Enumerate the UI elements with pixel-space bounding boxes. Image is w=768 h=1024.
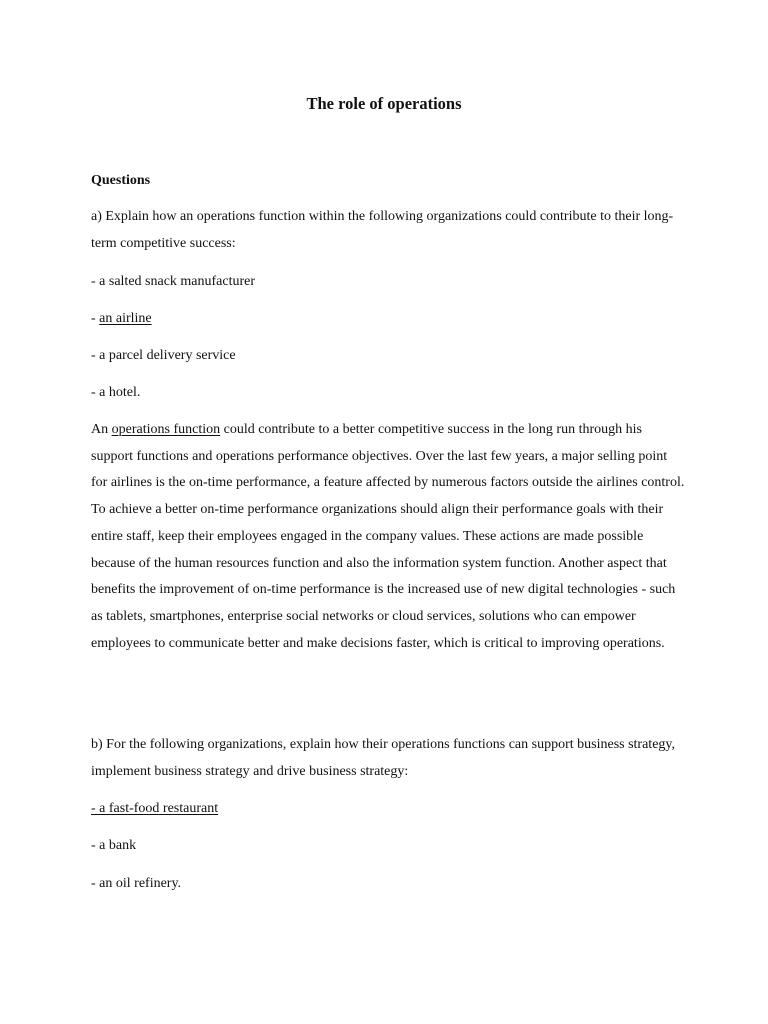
list-a-item-2: - an airline [91,311,152,326]
list-b-item-1 [91,799,218,819]
answer-a-paragraph [91,417,686,657]
answer-a-prefix: An [91,422,112,437]
question-b: b) For the following organizations, explain how their operations functions can support business strategy, implement business strategy and drive business strategy: [91,737,676,779]
list-b-item-1-underlined: - a fast-food restaurant [91,801,219,816]
questions-heading: Questions [91,173,151,188]
answer-a-rest: could contribute to a better competitive success in the long run through his support functions and operations performance objectives. Over the last few years, a major selling point for airlines is the on-time performance, a feature affected by numerous factors outside the airlines control. To achieve a better on-time performance organizations should align their performance goals with their entire staff, keep their employees engaged in the company values. These actions are made possible because of the human resources function and also the information system function. Another aspect that benefits the improvement of on-time performance is the increased use of new digital technologies - such as tablets, smartphones, enterprise social networks or cloud services, solutions who can empower employees to communicate better and make decisions faster, which is critical to improving operations. [91,422,685,651]
list-b-item-3: - an oil refinery. [91,876,182,891]
question-a: a) Explain how an operations function within the following organizations could contribute to their long-term competitive success: [91,209,674,251]
list-a-item-1: - a salted snack manufacturer [91,274,256,289]
list-a-item-4: - a hotel. [91,385,141,400]
list-a-item-3: - a parcel delivery service [91,348,236,363]
document-title: The role of operations [306,94,462,113]
operations-function-link[interactable]: operations function [111,422,221,437]
list-a-item-2-underlined: an airline [99,311,152,326]
list-b-item-2: - a bank [91,838,137,853]
